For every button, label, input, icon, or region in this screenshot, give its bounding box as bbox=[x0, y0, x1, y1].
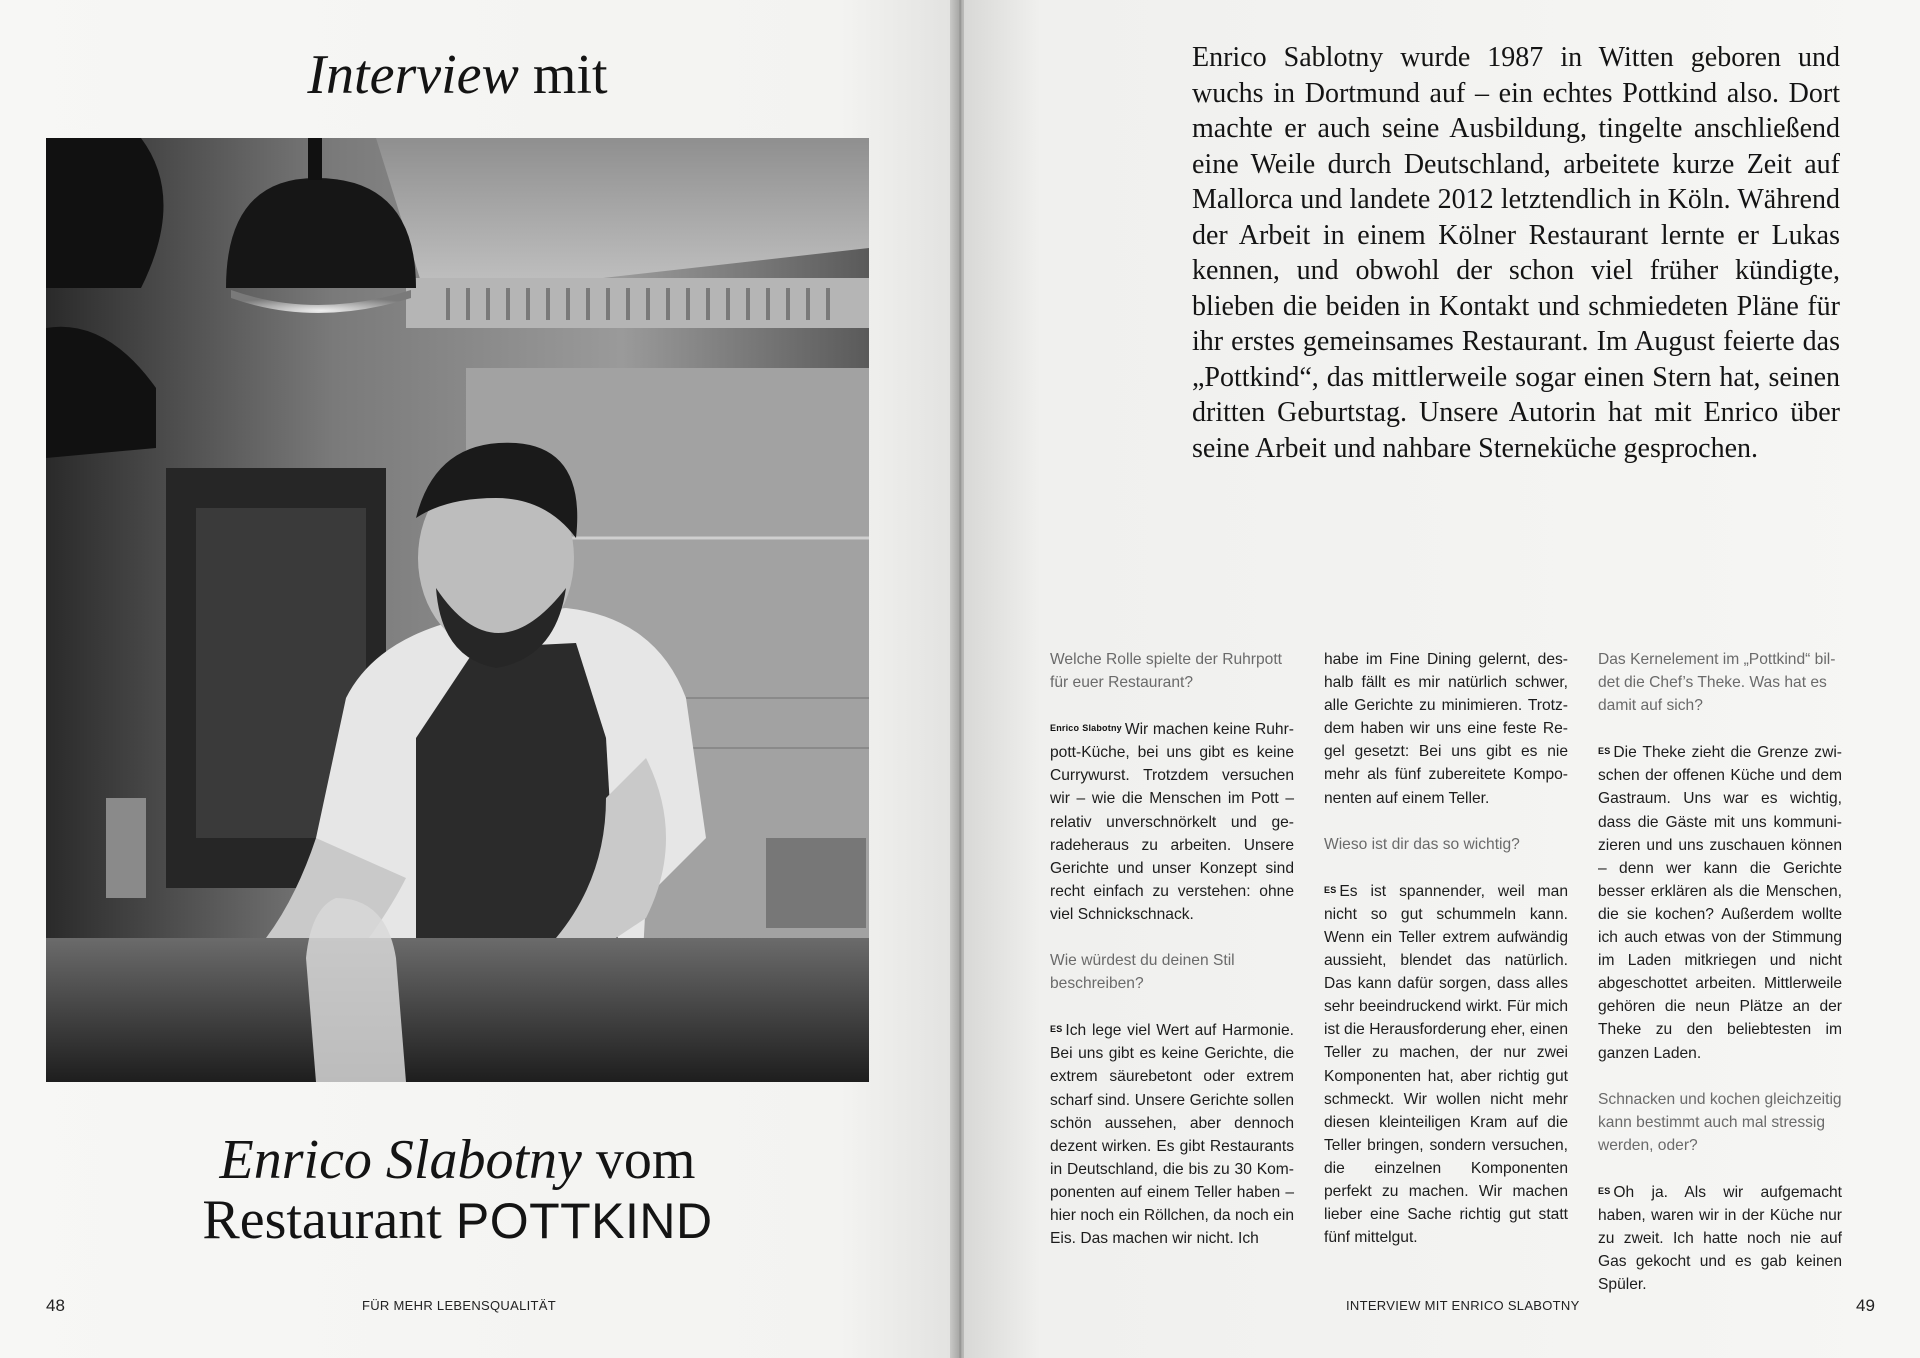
intro-paragraph: Enrico Sablotny wurde 1987 in Witten geboren und wuchs in Dortmund auf – ein echtes Pottkind also. Dort machte er auch seine Ausbildung, tingelte anschließend eine Weile durch Deutschland, arbeitete kurze Zeit auf Mallorca und landete 2012 letztendlich in Köln. Während der Arbeit in einem Kölner Restaurant lernte er Lukas kennen, und obwohl der schon viel früher kündigte, blieben die beiden in Kontakt und schmiedeten Pläne für ihr erstes gemeinsames Restaurant. Im August feierte das „Pottkind“, das mittlerweile sogar einen Stern hat, seinen dritten Geburtstag. Unsere Autorin hat mit Enrico über seine Arbeit und nahbare Sterneküche gesprochen. bbox=[1192, 42, 1840, 464]
interview-column-1 bbox=[1050, 648, 1294, 1248]
running-head-left: FÜR MEHR LEBENSQUALITÄT bbox=[362, 1298, 556, 1313]
headline-bottom-line1 bbox=[0, 1130, 915, 1190]
headline-brand: POTTKIND bbox=[455, 1193, 713, 1249]
answer bbox=[1050, 1018, 1294, 1250]
answer bbox=[1050, 717, 1294, 926]
answer bbox=[1324, 879, 1568, 1250]
interview-column-2 bbox=[1324, 648, 1568, 1248]
answer-text: Die Theke zieht die Grenze zwischen der offenen Küche und dem Gastraum. Uns war es wichtig, dass die Gäste mit uns kommunizieren und uns zuschauen können – denn wer kann die Gerichte besser erklären als die Menschen, die sie kochen? Außerdem wollte ich auch etwas von der Stimmung im Laden mitkriegen und nicht abgeschottet arbeiten. Mittlerweile gehören die neun Plätze an der Theke zu den beliebtesten im ganzen Laden. bbox=[1598, 744, 1842, 1062]
running-head-right: INTERVIEW MIT ENRICO SLABOTNY bbox=[1346, 1298, 1580, 1313]
answer-text: Oh ja. Als wir aufgemacht haben, waren wir in der Küche nur zu zweit. Ich hatte noch nie auf Gas gekocht und es gab keinen Spüler. bbox=[1598, 1183, 1842, 1294]
headline-bottom-rest: vom bbox=[581, 1129, 696, 1191]
left-page bbox=[0, 0, 956, 1358]
answer-text: Wir machen keine Ruhrpott-Küche, bei uns gibt es keine Currywurst. Trotzdem versuchen wir – wie die Menschen im Pott – relativ unverschnörkelt und geradeheraus zu arbeiten. Unsere Gerichte und unser Konzept sind recht einfach zu verstehen: ohne viel Schnickschnack. bbox=[1050, 721, 1294, 923]
headline-name: Enrico Slabotny bbox=[219, 1129, 582, 1191]
answer bbox=[1598, 1180, 1842, 1296]
interview-column-3 bbox=[1598, 648, 1842, 1294]
question: Das Kernelement im „Pottkind“ bildet die Chef’s Theke. Was hat es damit auf sich? bbox=[1598, 651, 1836, 715]
headline-top-rest: mit bbox=[518, 44, 608, 106]
answer bbox=[1598, 740, 1842, 1064]
speaker-label: ES bbox=[1598, 746, 1611, 757]
answer-continued: habe im Fine Dining gelernt, deshalb fällt es mir natürlich schwer, alle Gerichte zu minimieren. Trotzdem haben wir uns eine feste Regel gesetzt: Bei uns gibt es nie mehr als fünf zubereitete Komponenten auf einem Teller. bbox=[1324, 651, 1568, 807]
chef-photo bbox=[46, 138, 869, 1082]
question: Welche Rolle spielte der Ruhrpott für euer Restaurant? bbox=[1050, 651, 1283, 692]
question: Schnacken und kochen gleichzeitig kann bestimmt auch mal stressig werden, oder? bbox=[1598, 1090, 1842, 1154]
interview-columns bbox=[1050, 648, 1842, 1294]
page-number-left: 48 bbox=[46, 1296, 65, 1315]
right-page bbox=[964, 0, 1920, 1358]
question: Wie würdest du deinen Stil beschreiben? bbox=[1050, 952, 1235, 993]
speaker-label: ES bbox=[1598, 1185, 1611, 1196]
headline-restaurant: Restaurant bbox=[202, 1189, 456, 1251]
page-number-right: 49 bbox=[1856, 1296, 1875, 1315]
answer-text: Es ist spannender, weil man nicht so gut schummeln kann. Wenn ein Teller extrem aufwändig aussieht, blendet das natürlich. Das kann dafür sorgen, dass alles sehr beeindruckend wirkt. Für mich ist die Herausforderung eher, einen Teller zu machen, der nur zwei Komponenten hat, aber richtig gut schmeckt. Wir wollen nicht mehr diesen kleinteiligen Kram auf die Teller bringen, sondern versuchen, die einzelnen Komponenten perfekt zu machen. Wir machen lieber eine Sache richtig gut statt fünf mittelgut. bbox=[1324, 882, 1568, 1247]
headline-bottom-line2 bbox=[0, 1190, 915, 1251]
speaker-label: ES bbox=[1324, 884, 1337, 895]
answer-text: Ich lege viel Wert auf Harmonie. Bei uns gibt es keine Gerichte, die extrem säurebetont oder extrem scharf sind. Unsere Gerichte sollen schön aussehen, aber dennoch dezent wirken. Es gibt Restaurants in Deutschland, die bis zu 30 Komponenten auf einem Teller haben – hier noch ein Röllchen, da noch ein Eis. Das machen wir nicht. Ich bbox=[1050, 1022, 1294, 1248]
question: Wieso ist dir das so wichtig? bbox=[1324, 835, 1520, 853]
headline-top bbox=[0, 40, 915, 110]
headline-top-italic: Interview bbox=[307, 44, 519, 106]
speaker-label: ES bbox=[1050, 1024, 1063, 1035]
chef-photo-illustration bbox=[46, 138, 869, 1082]
headline-bottom bbox=[0, 1130, 915, 1251]
speaker-label: Enrico Slabotny bbox=[1050, 723, 1122, 734]
